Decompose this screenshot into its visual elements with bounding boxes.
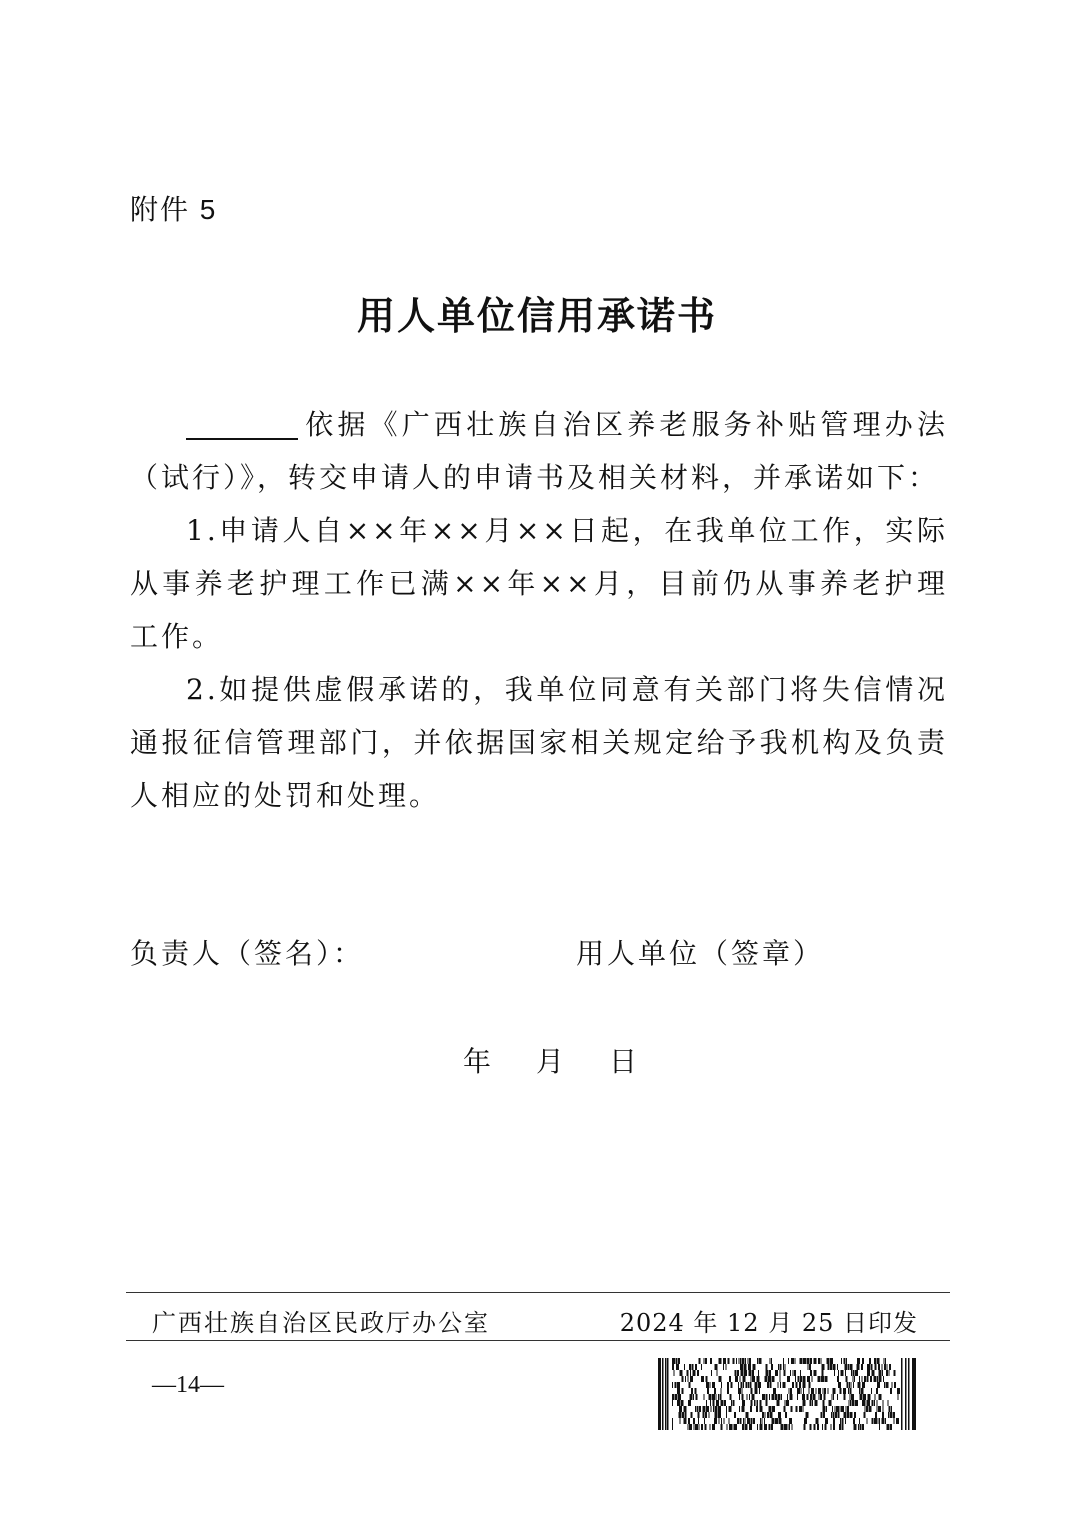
document-body [130, 398, 948, 822]
barcode-icon [658, 1358, 918, 1430]
date-day-label: 日 [609, 1045, 638, 1078]
footer-issue-date: 2024 年 12 月 25 日印发 [619, 1309, 918, 1337]
intro-text: 依据《广西壮族自治区养老服务补贴管理办法（试行）》，转交申请人的申请书及相关材料，并承诺如下： [130, 408, 948, 494]
date-month-label: 月 [536, 1045, 565, 1078]
responsible-person-signature: 负责人（签名）： [130, 937, 365, 970]
blank-line [186, 406, 298, 440]
footer-top-rule [126, 1292, 950, 1293]
commitment-item-2: 2.如提供虚假承诺的，我单位同意有关部门将失信情况通报征信管理部门，并依据国家相关规定给予我机构及负责人相应的处罚和处理。 [130, 673, 948, 812]
footer-bottom-rule [126, 1340, 950, 1341]
document-title: 用人单位信用承诺书 [356, 293, 717, 338]
commitment-item-1: 1.申请人自××年××月××日起，在我单位工作，实际从事养老护理工作已满××年××月，目前仍从事养老护理工作。 [130, 514, 948, 653]
date-year-label: 年 [463, 1045, 492, 1078]
employer-seal: 用人单位（签章） [576, 937, 825, 970]
page-number: —14— [152, 1372, 224, 1398]
intro-paragraph [130, 398, 948, 504]
attachment-label: 附件 5 [130, 194, 218, 225]
footer-issuer: 广西壮族自治区民政厅办公室 [152, 1309, 490, 1337]
